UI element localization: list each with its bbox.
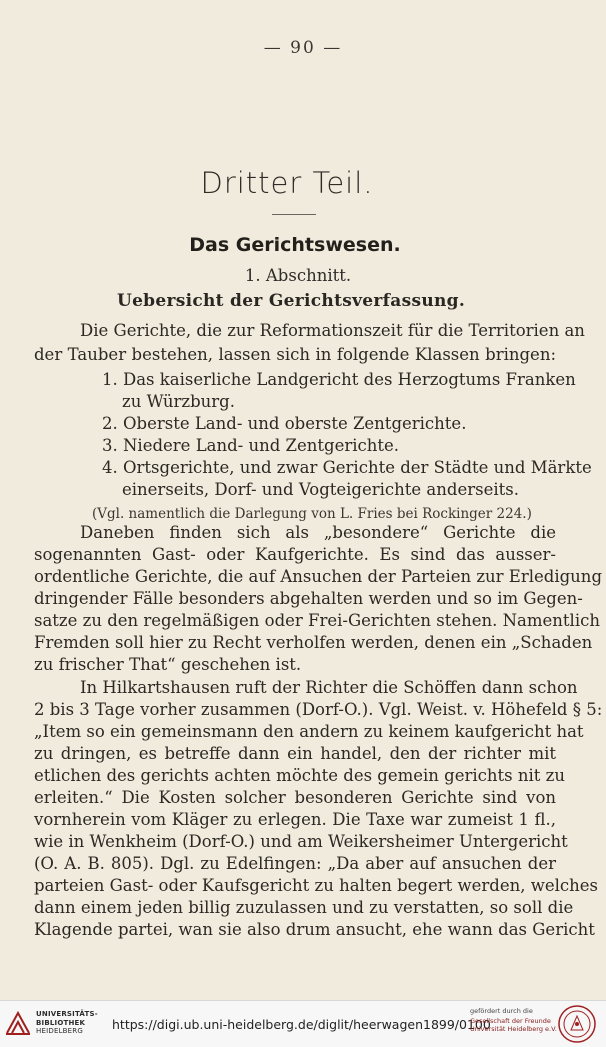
page-number: — 90 — bbox=[263, 38, 343, 58]
text-line: „Item so ein gemeinsmann den andern zu keinem kaufgericht hat bbox=[34, 722, 584, 741]
university-library-logo-icon bbox=[4, 1009, 32, 1037]
text-line: zu frischer That“ geschehen ist. bbox=[34, 655, 302, 674]
text-line: dringender Fälle besonders abgehalten werden und so im Gegen- bbox=[34, 589, 583, 608]
chapter-number: 1. Abschnitt. bbox=[244, 266, 352, 285]
university-seal-icon bbox=[557, 1004, 597, 1044]
text-line: dann einem jeden billig zuzulassen und zu verstatten, so soll die bbox=[34, 898, 574, 917]
funder-credit: gefördert durch die Gesellschaft der Freunde Universität Heidelberg e.V. bbox=[470, 1007, 557, 1033]
text-line: satze zu den regelmäßigen oder Frei-Gerichten stehen. Namentlich bbox=[34, 611, 600, 630]
text-line: Die Gerichte, die zur Reformationszeit für die Territorien an bbox=[80, 321, 585, 340]
text-line: zu dringen, es betreffe dann ein handel, den der richter mit bbox=[34, 744, 556, 763]
text-line: wie in Wenkheim (Dorf-O.) und am Weikersheimer Untergericht bbox=[34, 832, 568, 851]
title-rule bbox=[272, 214, 316, 215]
text-line: sogenannten Gast- oder Kaufgerichte. Es sind das ausser- bbox=[34, 545, 556, 564]
text-line: (O. A. B. 805). Dgl. zu Edelfingen: „Da aber auf ansuchen der bbox=[34, 854, 556, 873]
list-item-continuation: einerseits, Dorf- und Vogteigerichte anderseits. bbox=[122, 480, 519, 499]
text-line: der Tauber bestehen, lassen sich in folgende Klassen bringen: bbox=[34, 345, 556, 364]
list-item: 4. Ortsgerichte, und zwar Gerichte der Städte und Märkte bbox=[102, 458, 592, 477]
list-item: 2. Oberste Land- und oberste Zentgerichte. bbox=[102, 414, 467, 433]
text-line: Daneben finden sich als „besondere“ Gerichte die bbox=[80, 523, 556, 542]
text-line: parteien Gast- oder Kaufsgericht zu halten begert werden, welches bbox=[34, 876, 598, 895]
text-line: 2 bis 3 Tage vorher zusammen (Dorf-O.). Vgl. Weist. v. Höhefeld § 5: bbox=[34, 700, 603, 719]
citation-note: (Vgl. namentlich die Darlegung von L. Fries bei Rockinger 224.) bbox=[92, 506, 532, 522]
text-line: erleiten.“ Die Kosten solcher besonderen Gerichte sind von bbox=[34, 788, 556, 807]
text-line: ordentliche Gerichte, die auf Ansuchen der Parteien zur Erledigung bbox=[34, 567, 603, 586]
chapter-title: Uebersicht der Gerichtsverfassung. bbox=[116, 291, 466, 311]
text-line: Klagende partei, wan sie also drum ansucht, ehe wann das Gericht bbox=[34, 920, 595, 939]
text-line: etlichen des gerichts achten möchte des gemein gerichts nit zu bbox=[34, 766, 565, 785]
text-line: Fremden soll hier zu Recht verholfen werden, denen ein „Schaden bbox=[34, 633, 593, 652]
viewer-footer bbox=[0, 1000, 606, 1047]
permalink-url[interactable]: https://digi.ub.uni-heidelberg.de/diglit/heerwagen1899/0100 bbox=[112, 1017, 491, 1032]
text-line: vornherein vom Kläger zu erlegen. Die Taxe war zumeist 1 fl., bbox=[34, 810, 556, 829]
part-title: Dritter Teil. bbox=[200, 166, 374, 200]
list-item: 1. Das kaiserliche Landgericht des Herzogtums Franken bbox=[102, 370, 576, 389]
section-title: Das Gerichtswesen. bbox=[189, 234, 401, 256]
library-name: UNIVERSITÄTS- BIBLIOTHEK HEIDELBERG bbox=[36, 1010, 98, 1035]
list-item: 3. Niedere Land- und Zentgerichte. bbox=[102, 436, 400, 455]
text-line: In Hilkartshausen ruft der Richter die Schöffen dann schon bbox=[80, 678, 578, 697]
list-item-continuation: zu Würzburg. bbox=[122, 392, 235, 411]
